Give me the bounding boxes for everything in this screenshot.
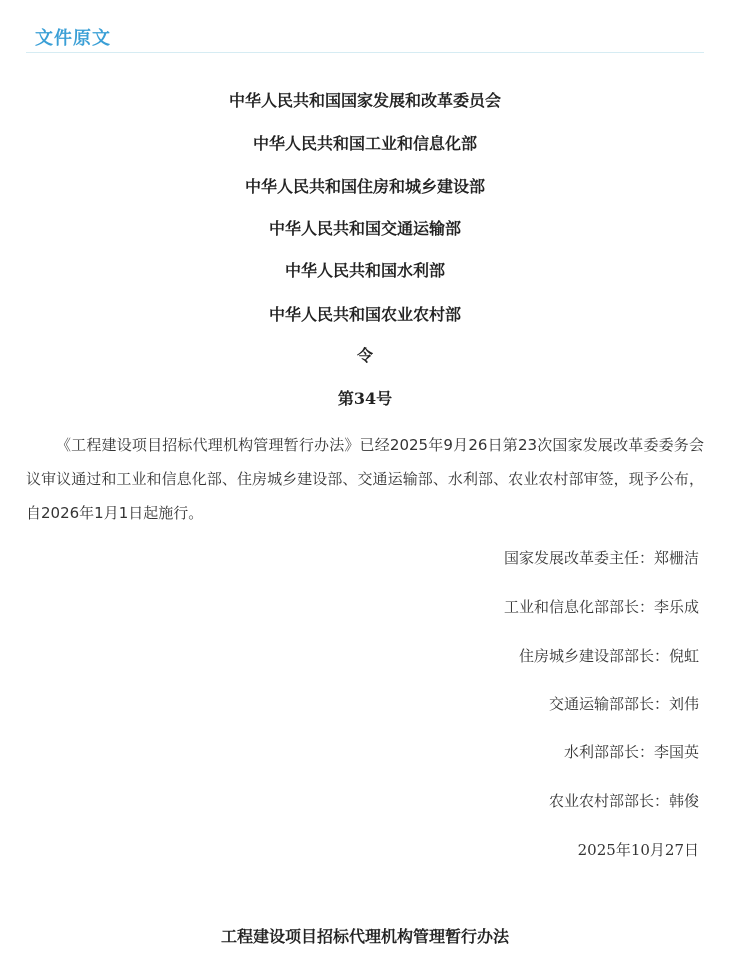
signatory-mwr: 水利部部长：李国英 <box>563 743 699 761</box>
signatory-moa: 农业农村部部长：韩俊 <box>548 792 699 810</box>
issuer-mohurd: 中华人民共和国住房和城乡建设部 <box>244 177 485 196</box>
signatory-mohurd: 住房城乡建设部部长：倪虹 <box>518 647 699 665</box>
section-header <box>26 20 704 53</box>
issuer-miit: 中华人民共和国工业和信息化部 <box>252 134 477 153</box>
section-title: 文件原文 <box>35 28 111 49</box>
issuer-mwr: 中华人民共和国水利部 <box>284 261 445 280</box>
issuer-ndrc: 中华人民共和国国家发展和改革委员会 <box>228 91 501 110</box>
issuer-moa: 中华人民共和国农业农村部 <box>268 305 461 324</box>
order-label: 令 <box>356 346 373 365</box>
order-number: 第34号 <box>337 389 393 408</box>
signatory-ndrc: 国家发展改革委主任：郑栅洁 <box>503 549 699 567</box>
announcement-paragraph: 《工程建设项目招标代理机构管理暂行办法》已经2025年9月26日第23次国家发展改革委委务会议审议通过和工业和信息化部、住房城乡建设部、交通运输部、水利部、农业农村部审签，现予公布，自2026年1月1日起施行。 <box>26 436 704 522</box>
signatory-miit: 工业和信息化部部长：李乐成 <box>503 598 699 616</box>
document-title: 工程建设项目招标代理机构管理暂行办法 <box>220 927 509 946</box>
issuer-mot: 中华人民共和国交通运输部 <box>268 219 461 238</box>
signatory-mot: 交通运输部部长：刘伟 <box>548 695 699 713</box>
issue-date: 2025年10月27日 <box>577 841 699 859</box>
